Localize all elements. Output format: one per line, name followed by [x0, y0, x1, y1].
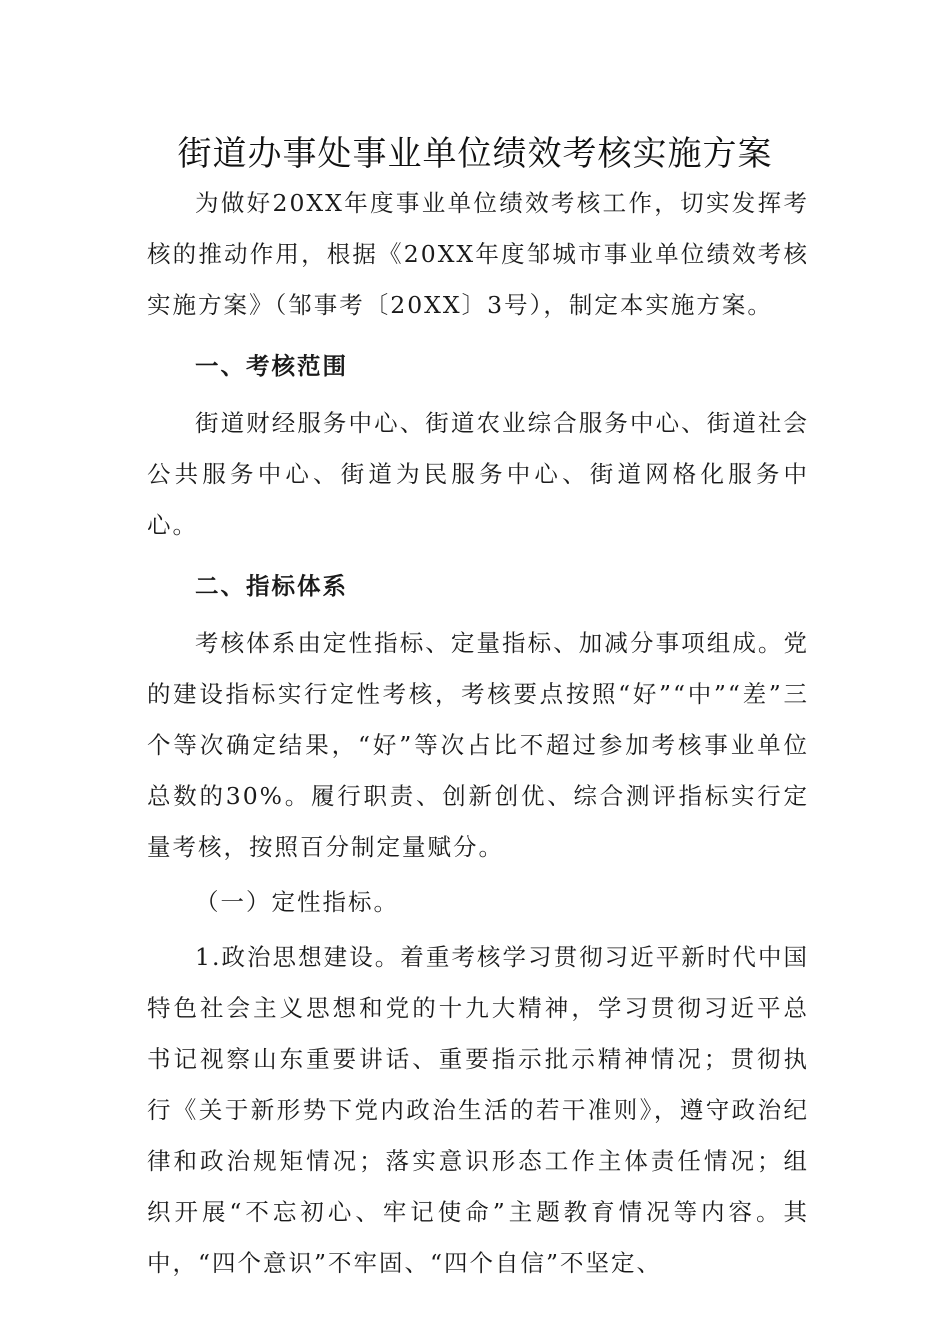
- intro-paragraph: 为做好20XX年度事业单位绩效考核工作，切实发挥考核的推动作用，根据《20XX年度邹城市事业单位绩效考核实施方案》（邹事考〔20XX〕3号），制定本实施方案。: [147, 189, 809, 319]
- scope-paragraph: 街道财经服务中心、街道农业综合服务中心、街道社会公共服务中心、街道为民服务中心、街道网格化服务中心。: [147, 409, 809, 539]
- indicators-paragraph: 考核体系由定性指标、定量指标、加减分事项组成。党的建设指标实行定性考核，考核要点按照“好”“中”“差”三个等次确定结果，“好”等次占比不超过参加考核事业单位总数的30%。履行职责、创新创优、综合测评指标实行定量考核，按照百分制定量赋分。: [147, 629, 809, 861]
- subsection-heading-qualitative: （一）定性指标。: [195, 888, 399, 916]
- section-heading-scope: 一、考核范围: [195, 352, 348, 380]
- section-heading-indicators: 二、指标体系: [195, 572, 348, 600]
- document-body: [147, 178, 809, 1289]
- item-political-ideology: 1.政治思想建设。着重考核学习贯彻习近平新时代中国特色社会主义思想和党的十九大精神，学习贯彻习近平总书记视察山东重要讲话、重要指示批示精神情况；贯彻执行《关于新形势下党内政治生活的若干准则》，遵守政治纪律和政治规矩情况；落实意识形态工作主体责任情况；组织开展“不忘初心、牢记使命”主题教育情况等内容。其中，“四个意识”不牢固、“四个自信”不坚定、: [147, 943, 809, 1277]
- document-title: 街道办事处事业单位绩效考核实施方案: [177, 134, 773, 174]
